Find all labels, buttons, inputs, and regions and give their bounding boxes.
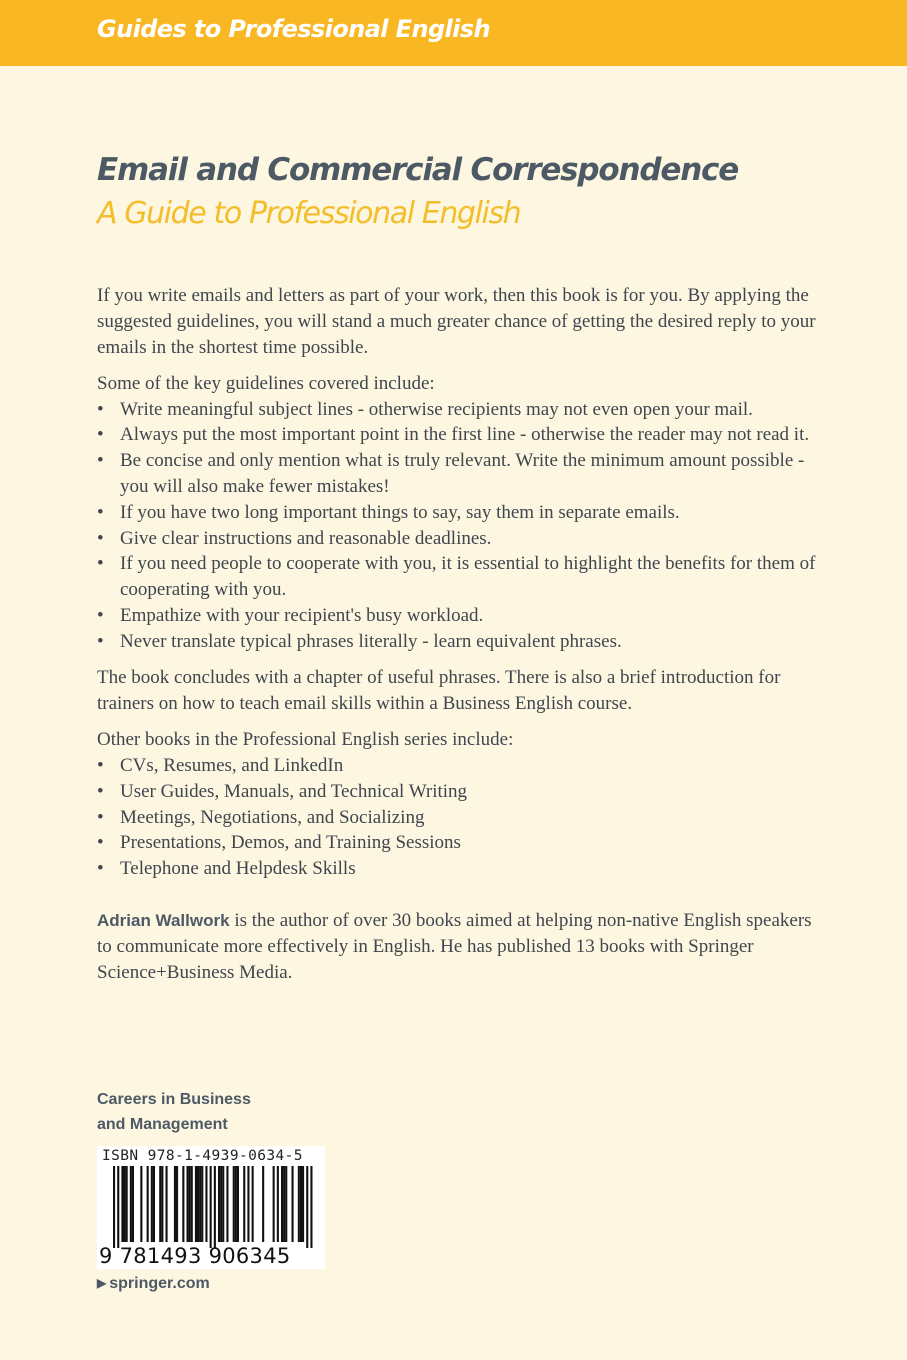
publisher-site: springer.com	[109, 1275, 210, 1292]
bullet-icon: •	[97, 832, 104, 854]
barcode-bar	[310, 1166, 312, 1248]
book-title: Email and Commercial Correspondence	[97, 152, 739, 188]
barcode-bar	[302, 1166, 304, 1242]
barcode-bar	[306, 1166, 308, 1248]
barcode-bar	[189, 1166, 191, 1242]
list-item: • Telephone and Helpdesk Skills	[97, 856, 817, 882]
barcode-bar	[237, 1166, 239, 1242]
barcode-bar	[124, 1166, 126, 1242]
conclusion-paragraph: The book concludes with a chapter of useful phrases. There is also a brief introduction for trainers on how to teach email skills within a Business English course.	[97, 667, 781, 714]
barcode-bar	[252, 1166, 254, 1242]
category-line-1: Careers in Business	[97, 1091, 251, 1108]
guidelines-list	[97, 397, 817, 655]
barcode-bar	[298, 1166, 300, 1242]
barcode-bar	[210, 1166, 212, 1248]
barcode-bar	[113, 1166, 115, 1248]
barcode-bar	[161, 1166, 163, 1242]
barcode-bar	[235, 1166, 237, 1242]
barcode-bar	[233, 1166, 235, 1242]
list-item: • Write meaningful subject lines - otherwise recipients may not even open your mail.	[97, 397, 817, 423]
barcode-bar	[126, 1166, 128, 1242]
barcode-bar	[273, 1166, 275, 1242]
barcode-bar	[195, 1166, 197, 1242]
bullet-icon: •	[97, 780, 104, 802]
barcode-bar	[174, 1166, 176, 1242]
barcode-bar	[197, 1166, 199, 1242]
subject-category	[97, 1087, 297, 1137]
barcode-bar	[243, 1166, 245, 1242]
barcode-bar	[166, 1166, 168, 1242]
barcode-bar	[130, 1166, 132, 1242]
barcode	[97, 1146, 325, 1269]
barcode-bar	[283, 1166, 285, 1242]
list-item: • CVs, Resumes, and LinkedIn	[97, 753, 817, 779]
barcode-bar	[226, 1166, 228, 1242]
bullet-icon: •	[97, 398, 104, 420]
bullet-icon: •	[97, 630, 104, 652]
barcode-bar	[300, 1166, 302, 1242]
series-title: Guides to Professional English	[97, 15, 490, 43]
barcode-bar	[187, 1166, 189, 1242]
bullet-icon: •	[97, 806, 104, 828]
list-item: • If you need people to cooperate with you, it is essential to highlight the benefits for them of cooperating with you.	[97, 553, 816, 601]
barcode-bar	[218, 1166, 220, 1242]
barcode-bar	[214, 1166, 216, 1248]
bullet-icon: •	[97, 424, 104, 446]
list-item: • Give clear instructions and reasonable deadlines.	[97, 526, 817, 552]
category-line-2: and Management	[97, 1116, 228, 1133]
barcode-bar	[147, 1166, 149, 1242]
barcode-bar	[140, 1166, 142, 1242]
author-bio-text: is the author of over 30 books aimed at helping non-native English speakers to communicate more effectively in English. He has published 13 books with Springer Science+Business Media.	[97, 910, 812, 983]
barcode-bar	[117, 1166, 119, 1248]
barcode-bar	[201, 1166, 203, 1242]
list-item: • Empathize with your recipient's busy workload.	[97, 603, 817, 629]
barcode-bar	[153, 1166, 155, 1242]
barcode-bar	[247, 1166, 249, 1242]
barcode-bar	[262, 1166, 264, 1242]
bullet-icon: •	[97, 605, 104, 627]
barcode-bar	[159, 1166, 161, 1242]
barcode-bars	[97, 1166, 325, 1248]
barcode-bar	[285, 1166, 287, 1242]
barcode-bar	[176, 1166, 178, 1242]
bullet-icon: •	[97, 450, 104, 472]
list-item: • Never translate typical phrases literally - learn equivalent phrases.	[97, 629, 817, 655]
list-item: • User Guides, Manuals, and Technical Writing	[97, 779, 817, 805]
list-item: • Be concise and only mention what is truly relevant. Write the minimum amount possible - you will also make fewer mistakes!	[97, 450, 805, 498]
list-item: • Always put the most important point in the first line - otherwise the reader may not read it.	[97, 422, 817, 448]
other-books-heading: Other books in the Professional English series include:	[97, 729, 514, 751]
author-bio	[97, 908, 817, 985]
triangle-right-icon: ▶	[97, 1276, 107, 1290]
intro-paragraph: If you write emails and letters as part of your work, then this book is for you. By applying the suggested guidelines, you will stand a much greater chance of getting the desired reply to your emails in the shortest time possible.	[97, 285, 816, 358]
blurb	[97, 283, 817, 996]
barcode-bar	[151, 1166, 153, 1242]
bullet-icon: •	[97, 553, 104, 575]
guidelines-heading: Some of the key guidelines covered include:	[97, 372, 435, 394]
barcode-digits: 9 781493 906345	[99, 1244, 291, 1268]
barcode-bar	[281, 1166, 283, 1242]
author-name: Adrian Wallwork	[97, 911, 230, 931]
barcode-bar	[277, 1166, 279, 1242]
list-item: • Presentations, Demos, and Training Sessions	[97, 830, 817, 856]
barcode-bar	[182, 1166, 184, 1242]
barcode-bar	[222, 1166, 224, 1242]
barcode-bar	[220, 1166, 222, 1242]
list-item: • Meetings, Negotiations, and Socializing	[97, 805, 817, 831]
barcode-bar	[121, 1166, 123, 1242]
bullet-icon: •	[97, 858, 104, 880]
bullet-icon: •	[97, 755, 104, 777]
other-books-list	[97, 753, 817, 882]
publisher-link[interactable]	[97, 1275, 210, 1293]
book-subtitle: A Guide to Professional English	[97, 196, 521, 231]
barcode-bar	[191, 1166, 193, 1242]
bullet-icon: •	[97, 527, 104, 549]
list-item: • If you have two long important things to say, say them in separate emails.	[97, 500, 817, 526]
series-band	[0, 0, 907, 66]
barcode-bar	[132, 1166, 134, 1242]
barcode-bar	[292, 1166, 294, 1242]
bullet-icon: •	[97, 501, 104, 523]
barcode-bar	[199, 1166, 201, 1242]
barcode-bar	[205, 1166, 207, 1242]
isbn-label: ISBN 978-1-4939-0634-5	[102, 1148, 303, 1164]
